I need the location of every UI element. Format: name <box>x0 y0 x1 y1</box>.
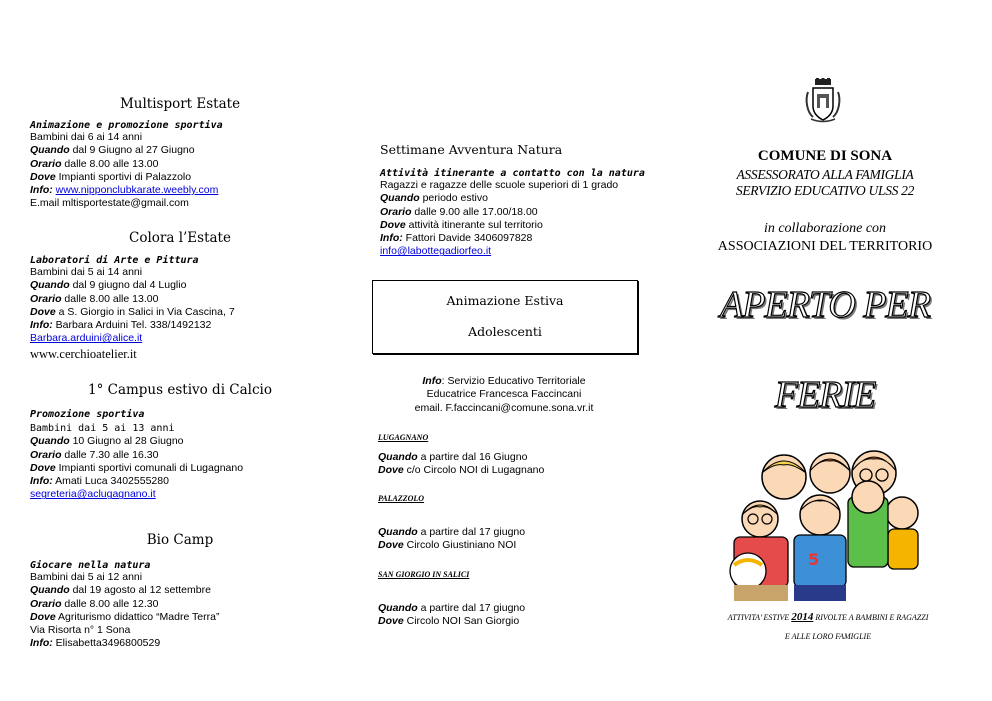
place-dove: Dove Circolo Giustiniano NOI <box>378 539 517 552</box>
biocamp-address: Via Risorta n° 1 Sona <box>30 624 131 637</box>
multisport-quando: Quando dal 9 Giugno al 27 Giugno <box>30 144 195 157</box>
multisport-dove: Dove Impianti sportivi di Palazzolo <box>30 170 192 183</box>
associazioni: ASSOCIAZIONI DEL TERRITORIO <box>717 239 933 254</box>
animazione-estiva-box <box>372 280 638 354</box>
contact-section <box>380 375 628 415</box>
box-line-2: Adolescenti <box>468 324 542 339</box>
place-name: LUGAGNANO <box>378 433 429 442</box>
campus-title: 1° Campus estivo di Calcio <box>87 382 273 398</box>
multisport-orario: Orario dalle 8.00 alle 13.00 <box>30 157 159 170</box>
multisport-title: Multisport Estate <box>119 96 241 112</box>
svg-text:5: 5 <box>808 550 820 569</box>
biocamp-subtitle: Giocare nella natura <box>30 560 151 571</box>
colora-subtitle: Laboratori di Arte e Pittura <box>30 255 199 266</box>
multisport-email: E.mail mltisportestate@gmail.com <box>30 197 189 210</box>
comune-title: COMUNE DI SONA <box>757 148 893 164</box>
multisport-info: Info: www.nipponclubkarate.weebly.com <box>30 184 219 197</box>
footer-year: 2014 <box>791 611 814 623</box>
place-dove: Dove Circolo NOI San Giorgio <box>378 615 520 628</box>
biocamp-section <box>30 532 330 651</box>
colora-email-link[interactable]: Barbara.arduini@alice.it <box>30 332 143 345</box>
biocamp-dove: Dove Agriturismo didattico “Madre Terra” <box>30 610 220 623</box>
place-lugagnano <box>378 433 544 478</box>
children-illustration <box>722 445 922 603</box>
servizio: SERVIZIO EDUCATIVO ULSS 22 <box>735 183 915 198</box>
biocamp-title: Bio Camp <box>146 532 214 548</box>
multisport-section <box>30 96 330 211</box>
footer-text-a: ATTIVITA’ ESTIVE <box>727 613 792 622</box>
multisport-subtitle: Animazione e promozione sportiva <box>30 120 223 131</box>
avventura-info: Info: Fattori Davide 3406097828 <box>380 232 533 245</box>
footer-line-1 <box>688 611 968 623</box>
box-line-1: Animazione Estiva <box>446 293 564 308</box>
colora-dove: Dove a S. Giorgio in Salici in Via Cascina, 7 <box>30 305 235 318</box>
avventura-subtitle: Attività itinerante a contatto con la natura <box>380 168 645 179</box>
colora-info: Info: Barbara Arduini Tel. 338/1492132 <box>30 319 212 332</box>
avventura-orario: Orario dalle 9.00 alle 17.00/18.00 <box>380 205 538 218</box>
colora-section <box>30 230 330 362</box>
biocamp-orario: Orario dalle 8.00 alle 12.30 <box>30 597 159 610</box>
biocamp-quando: Quando dal 19 agosto al 12 settembre <box>30 584 211 597</box>
place-san-giorgio <box>378 570 525 629</box>
campus-subtitle: Promozione sportiva <box>30 409 145 420</box>
campus-dove: Dove Impianti sportivi comunali di Lugagnano <box>30 461 244 474</box>
multisport-website-link[interactable]: www.nipponclubkarate.weebly.com <box>55 184 219 197</box>
multisport-age: Bambini dai 6 ai 14 anni <box>30 131 143 143</box>
place-dove: Dove c/o Circolo NOI di Lugagnano <box>378 464 545 477</box>
avventura-email-link[interactable]: info@labottegadiorfeo.it <box>380 245 492 258</box>
place-quando: Quando a partire dal 17 giugno <box>378 526 526 538</box>
coat-of-arms-icon <box>803 78 843 124</box>
campus-quando: Quando 10 Giugno al 28 Giugno <box>30 435 184 448</box>
colora-age: Bambini dai 5 ai 14 anni <box>30 266 143 278</box>
avventura-quando: Quando periodo estivo <box>380 192 488 205</box>
title-ferie: FERIE <box>774 374 876 416</box>
place-name: SAN GIORGIO IN SALICI <box>378 570 470 579</box>
title-aperto-per: APERTO PER <box>720 284 930 326</box>
contact-educatrice: Educatrice Francesca Faccincani <box>426 388 582 401</box>
biocamp-info: Info: Elisabetta3496800529 <box>30 637 161 650</box>
footer-line-2: E ALLE LORO FAMIGLIE <box>784 632 872 641</box>
avventura-title: Settimane Avventura Natura <box>380 142 563 157</box>
footer-text-b: RIVOLTE A BAMBINI E RAGAZZI <box>813 613 929 622</box>
avventura-target: Ragazzi e ragazze delle scuole superiori di 1 grado <box>380 179 619 191</box>
biocamp-age: Bambini dai 5 ai 12 anni <box>30 571 143 583</box>
collaborazione: in collaborazione con <box>763 221 887 236</box>
campus-age: Bambini dai 5 ai 13 anni <box>30 423 175 434</box>
place-quando: Quando a partire dal 17 giugno <box>378 602 526 614</box>
campus-section <box>30 382 330 502</box>
assessorato: ASSESSORATO ALLA FAMIGLIA <box>736 167 914 182</box>
contact-info: Info: Servizio Educativo Territoriale <box>422 375 586 387</box>
colora-website: www.cerchioatelier.it <box>30 346 137 361</box>
place-quando: Quando a partire dal 16 Giugno <box>378 451 528 463</box>
campus-info: Info: Amati Luca 3402555280 <box>30 475 169 488</box>
colora-quando: Quando dal 9 giugno dal 4 Luglio <box>30 279 187 292</box>
avventura-dove: Dove attività itinerante sul territorio <box>380 218 543 231</box>
avventura-section <box>380 142 680 259</box>
place-name: PALAZZOLO <box>378 494 425 503</box>
campus-email-link[interactable]: segreteria@aclugagnano.it <box>30 488 156 501</box>
place-palazzolo <box>378 494 525 553</box>
colora-orario: Orario dalle 8.00 alle 13.00 <box>30 292 159 305</box>
contact-email: email. F.faccincani@comune.sona.vr.it <box>414 401 594 414</box>
colora-title: Colora l’Estate <box>129 230 231 246</box>
campus-orario: Orario dalle 7.30 alle 16.30 <box>30 448 159 461</box>
header-block <box>700 148 950 255</box>
